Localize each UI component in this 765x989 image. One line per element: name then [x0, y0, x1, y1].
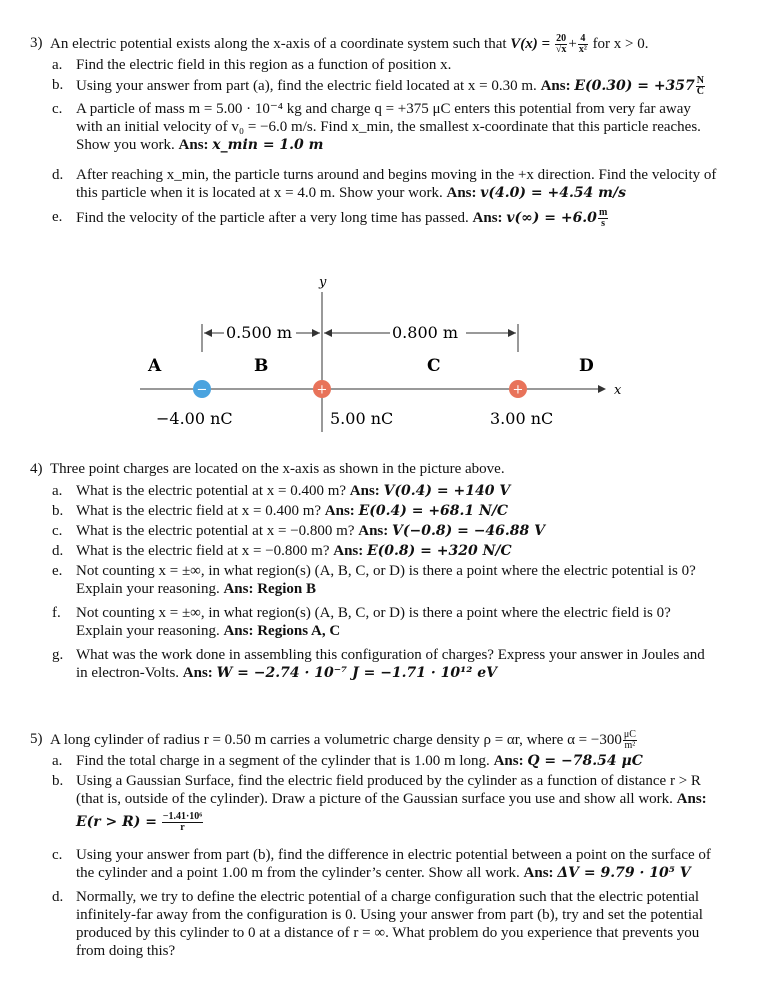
dist2-label: 0.800 m — [392, 323, 459, 342]
q4-part-d: d. What is the electric field at x = −0.800 m? Ans: E(0.8) = +320 N/C — [52, 543, 512, 559]
q5-part-a: a. Find the total charge in a segment of the cylinder that is 1.00 m long. Ans: Q = −78.54 μC — [52, 753, 643, 769]
region-d-label: D — [579, 356, 594, 376]
charge-3-sign: + — [512, 382, 524, 398]
q4-number: 4) — [30, 461, 43, 477]
q4-part-e: e. Not counting x = ±∞, in what region(s) (A, B, C, or D) is there a point where the electric potential is 0? Explain your reasoning. Ans: Region B — [52, 563, 696, 597]
dist1-label: 0.500 m — [226, 323, 293, 342]
q5-b-answer: E(r > R) = — [76, 813, 158, 830]
region-c-label: C — [427, 356, 441, 376]
q5-part-b: b. Using a Gaussian Surface, find the electric field produced by the cylinder as a function of distance r > R (that is, outside of the cylinder). Draw a picture of the Gaussian surface you use and show all work. Ans: E(r > R) = $\frac{\text{−1.41·10⁶}}{r}$ — [52, 773, 707, 833]
q4-d-answer: E(0.8) = +320 N/C — [367, 543, 512, 559]
q4-part-f: f. Not counting x = ±∞, in what region(s) (A, B, C, or D) is there a point where the electric field is 0? Explain your reasoning. Ans: Regions A, C — [52, 605, 671, 639]
charge-2-sign: + — [316, 382, 328, 398]
q5-number: 5) — [30, 731, 43, 747]
q4-part-a: a. What is the electric potential at x = 0.400 m? Ans: V(0.4) = +140 V — [52, 483, 511, 499]
q3-c-answer: x_min = 1.0 m — [212, 137, 324, 153]
q5-part-d: d. Normally, we try to define the electric potential of a charge configuration such that the electric potential infinitely-far away from the configuration is 0. Using your answer from part (b), try and set the potential produced by this cylinder to 0 at a distance of r = ∞. What problem do you experience that prevents you from doing this? — [52, 889, 703, 959]
q5-c-answer: ΔV = 9.79 · 10⁵ V — [557, 865, 691, 881]
x-axis-label: x — [614, 383, 622, 398]
q3-frac2: $\frac{4}{\text{x²}}$ — [578, 33, 587, 55]
x-axis-arrow — [598, 385, 606, 393]
charge-diagram — [120, 272, 640, 432]
dist1-arrow-right — [312, 329, 320, 337]
q4-a-answer: V(0.4) = +140 V — [383, 483, 511, 499]
q4-part-g: g. What was the work done in assembling this configuration of charges? Express your answer in Joules and in electron-Volts. Ans: W = −2.74 · 10⁻⁷ J = −1.71 · 10¹² eV — [52, 647, 705, 681]
q4-b-answer: E(0.4) = +68.1 N/C — [358, 503, 509, 519]
q3-part-a: a. Find the electric field in this region as a function of position x. — [52, 57, 452, 73]
q4-intro: Three point charges are located on the x-axis as shown in the picture above. — [50, 461, 505, 477]
charge-2-label: 5.00 nC — [330, 409, 394, 428]
q3-b-answer: E(0.30) = +357 — [574, 77, 695, 94]
q3-part-e: e. Find the velocity of the particle after a very long time has passed. Ans: v(∞) = +6.0 $\frac{m}{s}$ — [52, 207, 608, 229]
dist2-arrow-left — [324, 329, 332, 337]
q3-part-c: c. A particle of mass m = 5.00 · 10⁻⁴ kg and charge q = +375 μC enters this potential from very far away with an initial velocity of v₀ = −6.0 m/s. Find x_min, the smallest x-coordinate that this particle reaches. Show you work. Ans: x_min = 1.0 m — [52, 101, 701, 153]
charge-3-label: 3.00 nC — [490, 409, 554, 428]
q3-part-d: d. After reaching x_min, the particle turns around and begins moving in the +x direction. Find the velocity of this particle when it is located at x = 4.0 m. Show your work. Ans: v(4.0) = +4.54 m/s — [52, 167, 717, 201]
charge-1-label: −4.00 nC — [156, 409, 233, 428]
dist2-arrow-right — [508, 329, 516, 337]
q3-e-answer: v(∞) = +6.0 — [506, 209, 597, 226]
q3-number: 3) — [30, 35, 43, 51]
q5-a-answer: Q = −78.54 μC — [527, 753, 643, 769]
dist1-arrow-left — [204, 329, 212, 337]
charge-1-sign: − — [196, 382, 208, 398]
q3-intro: An electric potential exists along the x-axis of a coordinate system such that V(x) = $\frac{20}{√x}$ + $\frac{4}{\text{x²}}$ for x > 0. — [50, 33, 649, 55]
q4-f-answer: Ans: Regions A, C — [223, 623, 341, 639]
q3-function: V(x) = — [510, 35, 551, 52]
q5-intro: A long cylinder of radius r = 0.50 m carries a volumetric charge density ρ = αr, where α = −300 $\frac{\mu C}{\text{m²}}$ — [50, 729, 636, 751]
q4-g-answer: W = −2.74 · 10⁻⁷ J = −1.71 · 10¹² eV — [216, 665, 498, 681]
q3-part-b: b. Using your answer from part (a), find the electric field located at x = 0.30 m. Ans: E(0.30) = +357 $\frac{N}{C}$ — [52, 75, 705, 97]
region-b-label: B — [254, 356, 269, 376]
q3-d-answer: v(4.0) = +4.54 m/s — [480, 185, 626, 201]
q4-part-c: c. What is the electric potential at x = −0.800 m? Ans: V(−0.8) = −46.88 V — [52, 523, 545, 539]
q5-part-c: c. Using your answer from part (b), find the difference in electric potential between a point on the surface of the cylinder and a point 1.00 m from the cylinder’s center. Show all work. Ans: ΔV = 9.79 · 10⁵ V — [52, 847, 711, 881]
q4-c-answer: V(−0.8) = −46.88 V — [392, 523, 545, 539]
q3-frac1: $\frac{20}{√x}$ — [555, 33, 567, 55]
q4-part-b: b. What is the electric field at x = 0.400 m? Ans: E(0.4) = +68.1 N/C — [52, 503, 509, 519]
q4-e-answer: Ans: Region B — [223, 581, 316, 597]
y-axis-label: y — [319, 275, 327, 290]
charge-diagram-svg — [120, 272, 640, 432]
region-a-label: A — [148, 356, 162, 376]
